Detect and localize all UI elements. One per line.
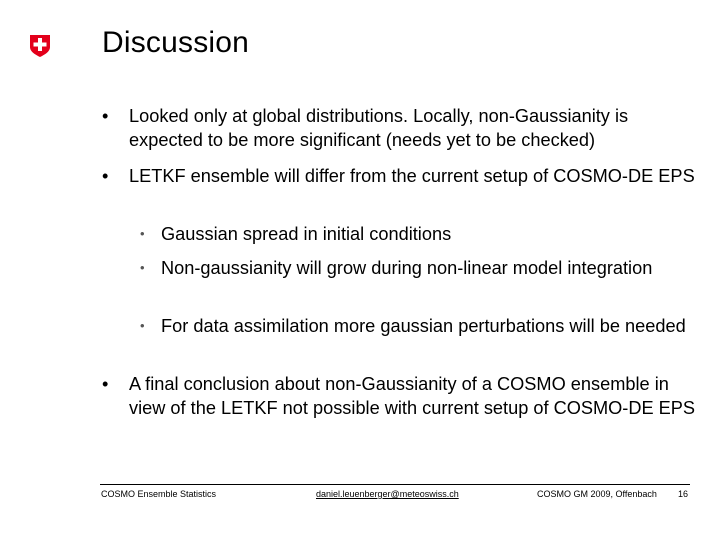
- bullet-item: [102, 372, 704, 444]
- sub-bullet-text: Gaussian spread in initial conditions: [161, 224, 452, 244]
- bullet-text: Looked only at global distributions. Locally, non-Gaussianity is expected to be more significant (needs yet to be checked): [129, 106, 629, 150]
- footer-email-link[interactable]: daniel.leuenberger@meteoswiss.ch: [316, 489, 459, 499]
- bullet-list: [0, 104, 720, 444]
- footer-event: COSMO GM 2009, Offenbach: [537, 489, 657, 499]
- bullet-item: [102, 104, 704, 152]
- sub-bullet-item: [140, 256, 691, 304]
- sub-bullet-item: [140, 314, 691, 362]
- bullet-marker: •: [140, 318, 145, 333]
- page-title: Discussion: [102, 26, 250, 59]
- bullet-text: A final conclusion about non-Gaussianity of a COSMO ensemble in view of the LETKF not possible with current setup of COSMO-DE EPS: [129, 374, 696, 418]
- sub-bullet-text: For data assimilation more gaussian perturbations will be needed: [161, 316, 686, 336]
- page-number: 16: [678, 489, 689, 499]
- footer-presentation-title: COSMO Ensemble Statistics: [101, 489, 217, 499]
- bullet-text: LETKF ensemble will differ from the current setup of COSMO-DE EPS: [129, 166, 695, 186]
- sub-bullet-item: [140, 222, 691, 246]
- swiss-cross-icon: [28, 33, 52, 57]
- footer-divider: [100, 484, 690, 485]
- bullet-item: [102, 164, 704, 212]
- sub-bullet-text: Non-gaussianity will grow during non-linear model integration: [161, 258, 653, 278]
- bullet-marker: •: [140, 260, 145, 275]
- bullet-marker: •: [102, 374, 109, 394]
- bullet-marker: •: [102, 106, 109, 126]
- bullet-marker: •: [102, 166, 109, 186]
- bullet-marker: •: [140, 226, 145, 241]
